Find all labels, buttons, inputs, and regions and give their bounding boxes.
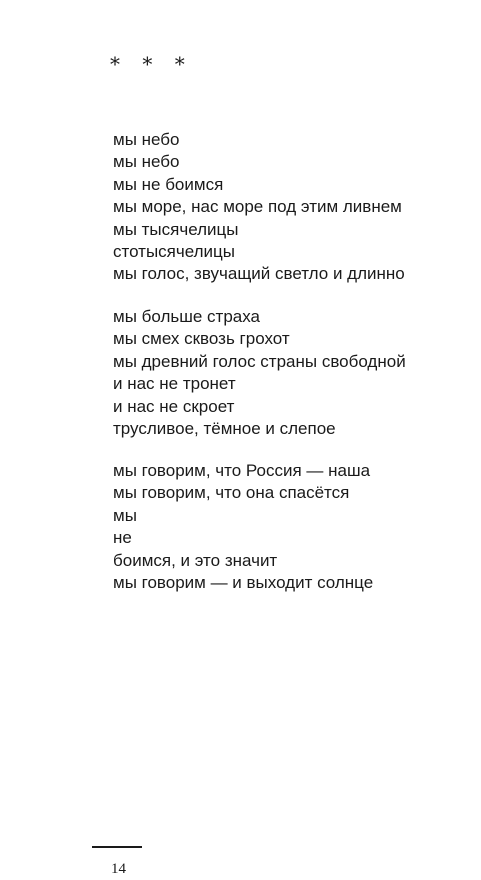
stanza-2 (113, 306, 406, 440)
poem-line: мы древний голос страны свободной (113, 351, 406, 371)
poem-line: боимся, и это значит (113, 550, 278, 570)
poem-line: стотысячелицы (113, 241, 236, 261)
poem-line: мы говорим, что Россия — наша (113, 461, 371, 480)
page-number: 14 (111, 861, 126, 877)
poem-line: и нас не скроет (113, 396, 235, 416)
poem-line: мы море, нас море под этим ливнем (113, 197, 402, 217)
poem-line: мы небо (113, 152, 180, 172)
poem-line: мы говорим, что она спасётся (113, 483, 350, 503)
poem-line: мы говорим — и выходит солнце (113, 572, 374, 592)
poem-line: мы смех сквозь грохот (113, 329, 290, 349)
stanza-3 (113, 460, 373, 594)
footer-divider (92, 846, 142, 848)
poem-line: трусливое, тёмное и слепое (113, 418, 336, 438)
poem-line: мы тысячелицы (113, 219, 239, 239)
poem-line: мы (113, 505, 137, 525)
poem-line: и нас не тронет (113, 374, 236, 394)
poem-line: мы небо (113, 130, 180, 149)
poem-line: мы не боимся (113, 174, 224, 194)
section-ornament: * * * (110, 52, 193, 76)
stanza-1 (113, 129, 405, 286)
poem-line: мы больше страха (113, 307, 260, 326)
poem-line: мы голос, звучащий светло и длинно (113, 264, 405, 284)
poem-line: не (113, 528, 132, 548)
